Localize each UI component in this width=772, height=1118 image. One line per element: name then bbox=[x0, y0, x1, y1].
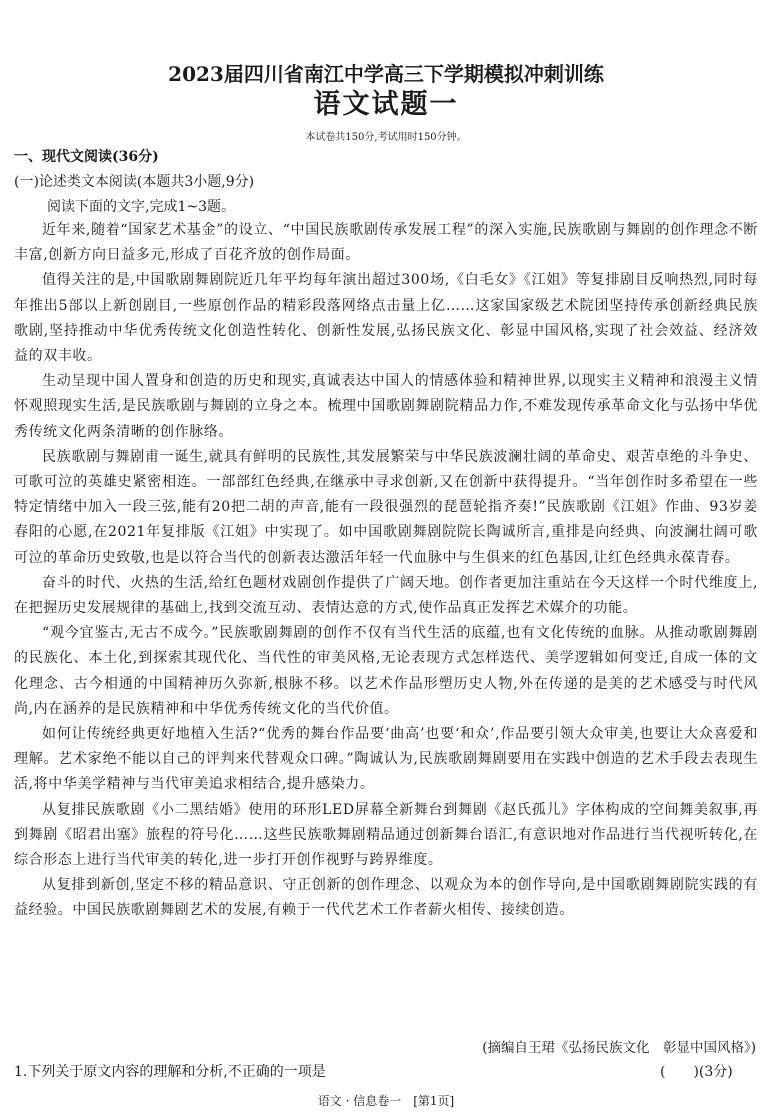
section-heading: 一、现代文阅读(36分) bbox=[14, 149, 159, 165]
paragraph: “观今宜鉴古,无古不成今。”民族歌剧舞剧的创作不仅有当代生活的底蕴,也有文化传统的血脉。从推动歌剧舞剧的民族化、本土化,到探索其现代化、当代性的审美风格,无论表现方式怎样迭代、美学逻辑如何变迁,自成一体的文化理念、古今相通的中国精神历久弥新,根脉不移。以艺术作品形塑历史人物,外在传递的是美的艺术感受与时代风尚,内在涵养的是民族精神和中华优秀传统文化的当代价值。 bbox=[14, 625, 758, 717]
exam-subtitle: 语文试题一 bbox=[313, 89, 459, 120]
reading-instruction: 阅读下面的文字,完成1~3题。 bbox=[47, 199, 235, 215]
paragraph: 从复排民族歌剧《小二黑结婚》使用的环形LED屏幕全新舞台到舞剧《赵氏孤儿》字体构成的空间舞美叙事,再到舞剧《昭君出塞》旅程的符号化……这些民族歌舞剧精品通过创新舞台语汇,有意识地对作品进行当代视听转化,在综合形态上进行当代审美的转化,进一步打开创作视野与跨界维度。 bbox=[14, 801, 758, 869]
paragraph: 如何让传统经典更好地植入生活?“优秀的舞台作品要‘曲高’也要‘和众’,作品要引领大众审美,也要让大众喜爱和理解。艺术家绝不能以自己的评判来代替观众口碑。”陶诚认为,民族歌剧舞剧要用在实践中创造的艺术手段去表现生活,将中华美学精神与当代审美追求相结合,提升感染力。 bbox=[14, 726, 758, 793]
paragraph: 生动呈现中国人置身和创造的历史和现实,真诚表达中国人的情感体验和精神世界,以现实主义精神和浪漫主义情怀观照现实生活,是民族歌剧与舞剧的立身之本。梳理中国歌剧舞剧院精品力作,不难发现传承革命文化与弘扬中华优秀传统文化两条清晰的创作脉络。 bbox=[14, 373, 758, 440]
question-1: 1.下列关于原文内容的理解和分析,不正确的一项是 bbox=[14, 1064, 326, 1080]
paragraph: 民族歌剧与舞剧甫一诞生,就具有鲜明的民族性,其发展繁荣与中华民族波澜壮阔的革命史、艰苦卓绝的斗争史、可歌可泣的英雄史紧密相连。一部部红色经典,在继承中寻求创新,又在创新中获得提升。“当年创作时多希望在一些特定情绪中加入一段三弦,能有20把二胡的声音,能有一段很强烈的琵琶轮指齐奏!”民族歌剧《江姐》作曲、93岁姜春阳的心愿,在2021年复排版《江姐》中实现了。如中国歌剧舞剧院院长陶诚所言,重排是向经典、向波澜壮阔可歌可泣的革命历史致敬,也是以符合当代的创新表达激活年轻一代血脉中与生俱来的红色基因,让红色经典永葆青春。 bbox=[14, 448, 758, 566]
page-footer: 语文 · 信息卷一 [第1页] bbox=[317, 1094, 455, 1108]
exam-title: 2023届四川省南江中学高三下学期模拟冲刺训练 bbox=[168, 62, 604, 86]
paragraph: 值得关注的是,中国歌剧舞剧院近几年平均每年演出超过300场,《白毛女》《江姐》等复排剧目反响热烈,同时每年推出5部以上新创剧目,一些原创作品的精彩段落网络点击量上亿……这家国家级艺术院团坚持传承创新经典民族歌剧,坚持推动中华优秀传统文化创造性转化、创新性发展,弘扬民族文化、彰显中国风格,实现了社会效益、经济效益的双丰收。 bbox=[14, 272, 758, 365]
source-citation: (摘编自王珺《弘扬民族文化 彰显中国风格》) bbox=[482, 1040, 756, 1056]
reading-passage bbox=[14, 218, 758, 924]
subsection-heading: (一)论述类文本阅读(本题共3小题,9分) bbox=[14, 174, 255, 190]
paragraph: 奋斗的时代、火热的生活,给红色题材戏剧创作提供了广阔天地。创作者更加注重站在今天这样一个时代维度上,在把握历史发展规律的基础上,找到交流互动、表情达意的方式,使作品真正发挥艺术媒介的功能。 bbox=[14, 574, 758, 617]
paragraph: 近年来,随着“国家艺术基金”的设立、“中国民族歌剧传承发展工程”的深入实施,民族歌剧与舞剧的创作理念不断丰富,创新方向日益多元,形成了百花齐放的创作局面。 bbox=[14, 222, 758, 264]
answer-blank: ( )(3分) bbox=[660, 1064, 733, 1080]
exam-note: 本试卷共150分,考试用时150分钟。 bbox=[305, 132, 467, 143]
paragraph: 从复排到新创,坚定不移的精品意识、守正创新的创作理念、以观众为本的创作导向,是中国歌剧舞剧院实践的有益经验。中国民族歌剧舞剧艺术的发展,有赖于一代代艺术工作者薪火相传、接续创造。 bbox=[14, 877, 758, 919]
